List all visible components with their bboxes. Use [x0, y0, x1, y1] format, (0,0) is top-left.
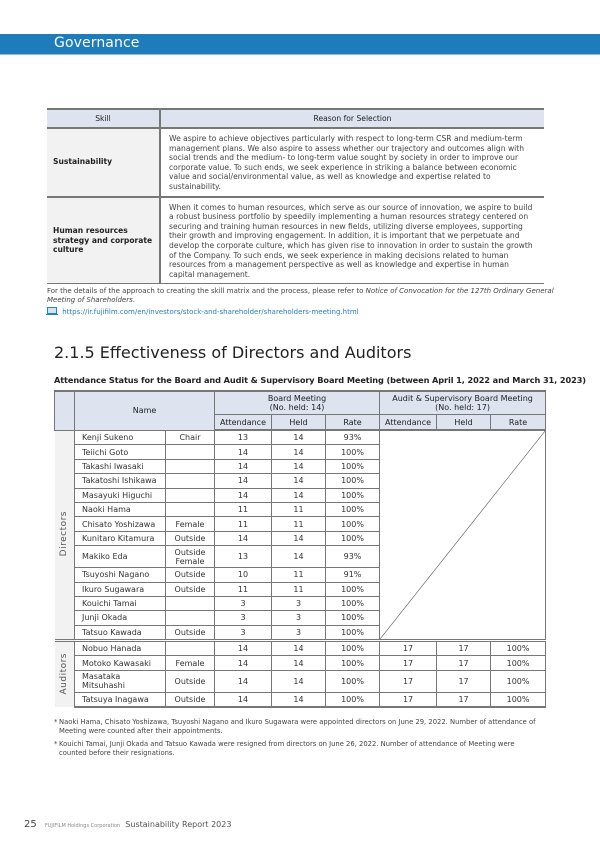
- board-held: 3: [272, 625, 326, 640]
- audit-held: 17: [437, 670, 491, 692]
- director-category: Outside Female: [166, 546, 215, 568]
- skill-matrix-note: [47, 287, 557, 306]
- board-rate: 93%: [326, 430, 380, 445]
- director-row: [55, 430, 546, 445]
- computer-icon: [47, 307, 57, 314]
- board-attendance: 10: [215, 568, 272, 582]
- board-held: 14: [272, 546, 326, 568]
- audit-held: 17: [437, 692, 491, 707]
- footnote-text: Naoki Hama, Chisato Yoshizawa, Tsuyoshi Nagano and Ikuro Sugawara were appointed directors on June 29, 2022. Number of attendance of Meeting were counted after their appointments.: [59, 718, 536, 735]
- board-held: 3: [272, 611, 326, 625]
- auditor-row: [55, 670, 546, 692]
- directors-label: Directors: [59, 511, 70, 557]
- director-name: Tatsuo Kawada: [75, 625, 166, 640]
- note-document-title: Notice of Convocation for the 127th Ordinary General Meeting of Shareholders: [47, 287, 554, 305]
- director-category: Outside: [166, 531, 215, 545]
- board-held: 11: [272, 568, 326, 582]
- board-held: 14: [272, 474, 326, 488]
- skill-row: [47, 128, 544, 197]
- director-category: Outside: [166, 625, 215, 640]
- directors-group-label: [55, 430, 75, 641]
- board-held: 14: [272, 692, 326, 707]
- attendance-table-title: Attendance Status for the Board and Audit & Supervisory Board Meeting (between April 1, 2022 and March 31, 2023): [54, 375, 586, 385]
- audit-att: 17: [380, 656, 437, 670]
- skill-reason: When it comes to human resources, which serve as our source of innovation, we aspire to build a robust business portfolio by speedily implementing a human resources strategy centered on securing and training human resources in new fields, utilizing diverse employees, supporting their growth and improving engagement. In addition, it is important that we perpetuate and develop the corporate culture, which has given rise to innovation in order to sustain the growth of the Company. To such ends, we seek experience in making decisions related to human resources from a management perspective as well as knowledge and expertise in human capital management.: [160, 197, 544, 284]
- board-rate-header: Rate: [326, 415, 380, 431]
- audit-rate-header: Rate: [491, 415, 546, 431]
- board-rate: 100%: [326, 502, 380, 516]
- company-name: FUJIFILM Holdings Corporation: [44, 823, 121, 829]
- skill-header: Skill: [47, 109, 160, 128]
- board-rate: 100%: [326, 641, 380, 656]
- auditor-name: Tatsuya Inagawa: [75, 692, 166, 707]
- note-text: For the details of the approach to creating the skill matrix and the process, please refer to: [47, 287, 366, 295]
- board-attendance: 14: [215, 445, 272, 459]
- board-attendance: 3: [215, 596, 272, 610]
- director-name: Takatoshi Ishikawa: [75, 474, 166, 488]
- director-category: [166, 445, 215, 459]
- audit-meeting-held: (No. held: 17): [435, 403, 490, 412]
- board-meeting-header: [215, 391, 380, 415]
- audit-held: 17: [437, 641, 491, 656]
- auditor-category: Outside: [166, 692, 215, 707]
- director-name: Junji Okada: [75, 611, 166, 625]
- board-rate: 100%: [326, 531, 380, 545]
- audit-rate: 100%: [491, 670, 546, 692]
- board-attendance: 11: [215, 517, 272, 531]
- board-held: 14: [272, 531, 326, 545]
- director-category: [166, 488, 215, 502]
- skill-row: [47, 197, 544, 284]
- board-rate: 100%: [326, 459, 380, 473]
- board-rate: 100%: [326, 656, 380, 670]
- board-att: 14: [215, 670, 272, 692]
- section-banner: [0, 34, 600, 55]
- board-attendance: 3: [215, 611, 272, 625]
- director-name: Makiko Eda: [75, 546, 166, 568]
- audit-att: 17: [380, 641, 437, 656]
- board-attendance: 14: [215, 459, 272, 473]
- director-category: Outside: [166, 568, 215, 582]
- board-rate: 100%: [326, 488, 380, 502]
- shareholders-meeting-link[interactable]: [47, 307, 359, 316]
- banner-title: Governance: [54, 35, 140, 51]
- auditor-name: Motoko Kawasaki: [75, 656, 166, 670]
- board-attendance: 14: [215, 474, 272, 488]
- board-attendance: 3: [215, 625, 272, 640]
- director-name: Masayuki Higuchi: [75, 488, 166, 502]
- director-category: [166, 596, 215, 610]
- board-rate: 100%: [326, 474, 380, 488]
- board-held: 14: [272, 656, 326, 670]
- audit-held-header: Held: [437, 415, 491, 431]
- board-att: 14: [215, 656, 272, 670]
- board-held: 11: [272, 502, 326, 516]
- director-name: Kunitaro Kitamura: [75, 531, 166, 545]
- board-attendance: 11: [215, 502, 272, 516]
- skill-name: Sustainability: [47, 128, 160, 197]
- auditor-category: Outside: [166, 670, 215, 692]
- director-name: Teiichi Goto: [75, 445, 166, 459]
- board-held: 14: [272, 670, 326, 692]
- section-title: 2.1.5 Effectiveness of Directors and Auditors: [54, 343, 412, 362]
- board-held: 3: [272, 596, 326, 610]
- page-footer: [24, 812, 231, 831]
- board-meeting-held: (No. held: 14): [269, 403, 325, 412]
- board-held: 14: [272, 488, 326, 502]
- board-attendance: 13: [215, 430, 272, 445]
- audit-rate: 100%: [491, 656, 546, 670]
- link-url[interactable]: https://ir.fujifilm.com/en/investors/stock-and-shareholder/shareholders-meeting.html: [62, 308, 359, 316]
- name-header: Name: [75, 391, 215, 430]
- skill-table-header: [47, 109, 544, 128]
- footnote: [54, 718, 544, 736]
- audit-meeting-label: Audit & Supervisory Board Meeting: [392, 394, 533, 403]
- auditor-category: [166, 641, 215, 656]
- director-name: Tsuyoshi Nagano: [75, 568, 166, 582]
- reason-header: Reason for Selection: [160, 109, 544, 128]
- auditor-name: Masataka Mitsuhashi: [75, 670, 166, 692]
- director-name: Ikuro Sugawara: [75, 582, 166, 596]
- board-att: 14: [215, 641, 272, 656]
- board-held: 14: [272, 459, 326, 473]
- skill-name: Human resources strategy and corporate culture: [47, 197, 160, 284]
- attendance-header-row: [55, 391, 546, 415]
- board-rate: 100%: [326, 596, 380, 610]
- auditor-row: [55, 656, 546, 670]
- report-title: Sustainability Report 2023: [125, 820, 232, 829]
- board-attendance: 13: [215, 546, 272, 568]
- board-rate: 100%: [326, 517, 380, 531]
- board-attendance: 14: [215, 488, 272, 502]
- director-category: [166, 502, 215, 516]
- audit-att: 17: [380, 692, 437, 707]
- board-attendance-header: Attendance: [215, 415, 272, 431]
- board-attendance: 14: [215, 531, 272, 545]
- skill-table: [47, 108, 544, 284]
- audit-att: 17: [380, 670, 437, 692]
- director-name: Kouichi Tamai: [75, 596, 166, 610]
- audit-meeting-header: [380, 391, 546, 415]
- board-att: 14: [215, 692, 272, 707]
- footnote: [54, 740, 544, 758]
- director-name: Naoki Hama: [75, 502, 166, 516]
- footnote-marker: *: [54, 718, 58, 726]
- footnote-marker: *: [54, 740, 58, 748]
- group-header-blank: [55, 391, 75, 430]
- auditors-group-label: [55, 641, 75, 708]
- auditor-row: [55, 641, 546, 656]
- board-held: 14: [272, 445, 326, 459]
- audit-held: 17: [437, 656, 491, 670]
- board-rate: 93%: [326, 546, 380, 568]
- director-category: Chair: [166, 430, 215, 445]
- note-end: .: [132, 296, 135, 305]
- page-number: 25: [24, 819, 37, 830]
- board-rate: 100%: [326, 625, 380, 640]
- director-name: Kenji Sukeno: [75, 430, 166, 445]
- audit-rate: 100%: [491, 692, 546, 707]
- audit-attendance-header: Attendance: [380, 415, 437, 431]
- board-meeting-label: Board Meeting: [267, 394, 327, 403]
- director-name: Chisato Yoshizawa: [75, 517, 166, 531]
- auditors-label: Auditors: [59, 652, 70, 695]
- director-category: Female: [166, 517, 215, 531]
- board-rate: 91%: [326, 568, 380, 582]
- director-name: Takashi Iwasaki: [75, 459, 166, 473]
- auditor-category: Female: [166, 656, 215, 670]
- board-rate: 100%: [326, 611, 380, 625]
- board-held: 11: [272, 582, 326, 596]
- director-category: [166, 459, 215, 473]
- diagonal-slash: [380, 431, 545, 639]
- auditor-row: [55, 692, 546, 707]
- board-rate: 100%: [326, 670, 380, 692]
- board-held: 14: [272, 641, 326, 656]
- director-category: [166, 474, 215, 488]
- footnote-text: Kouichi Tamai, Junji Okada and Tatsuo Kawada were resigned from directors on June 26, 2022. Number of attendance of Meeting were counted before their resignations.: [59, 740, 515, 757]
- board-attendance: 11: [215, 582, 272, 596]
- board-rate: 100%: [326, 692, 380, 707]
- board-held-header: Held: [272, 415, 326, 431]
- skill-reason: We aspire to achieve objectives particularly with respect to long-term CSR and medium-term management plans. We also aspire to assess whether our trajectory and outcomes align with social trends and the medium- to long-term value sought by society in order to improve our corporate value. To such ends, we seek experience in striking a balance between economic value and social/environmental value, as well as knowledge and expertise related to sustainability.: [160, 128, 544, 197]
- board-rate: 100%: [326, 445, 380, 459]
- attendance-table: [54, 390, 546, 708]
- auditor-name: Nobuo Hanada: [75, 641, 166, 656]
- board-held: 11: [272, 517, 326, 531]
- not-applicable-cell: [380, 430, 546, 641]
- audit-rate: 100%: [491, 641, 546, 656]
- director-category: [166, 611, 215, 625]
- board-rate: 100%: [326, 582, 380, 596]
- director-category: Outside: [166, 582, 215, 596]
- board-held: 14: [272, 430, 326, 445]
